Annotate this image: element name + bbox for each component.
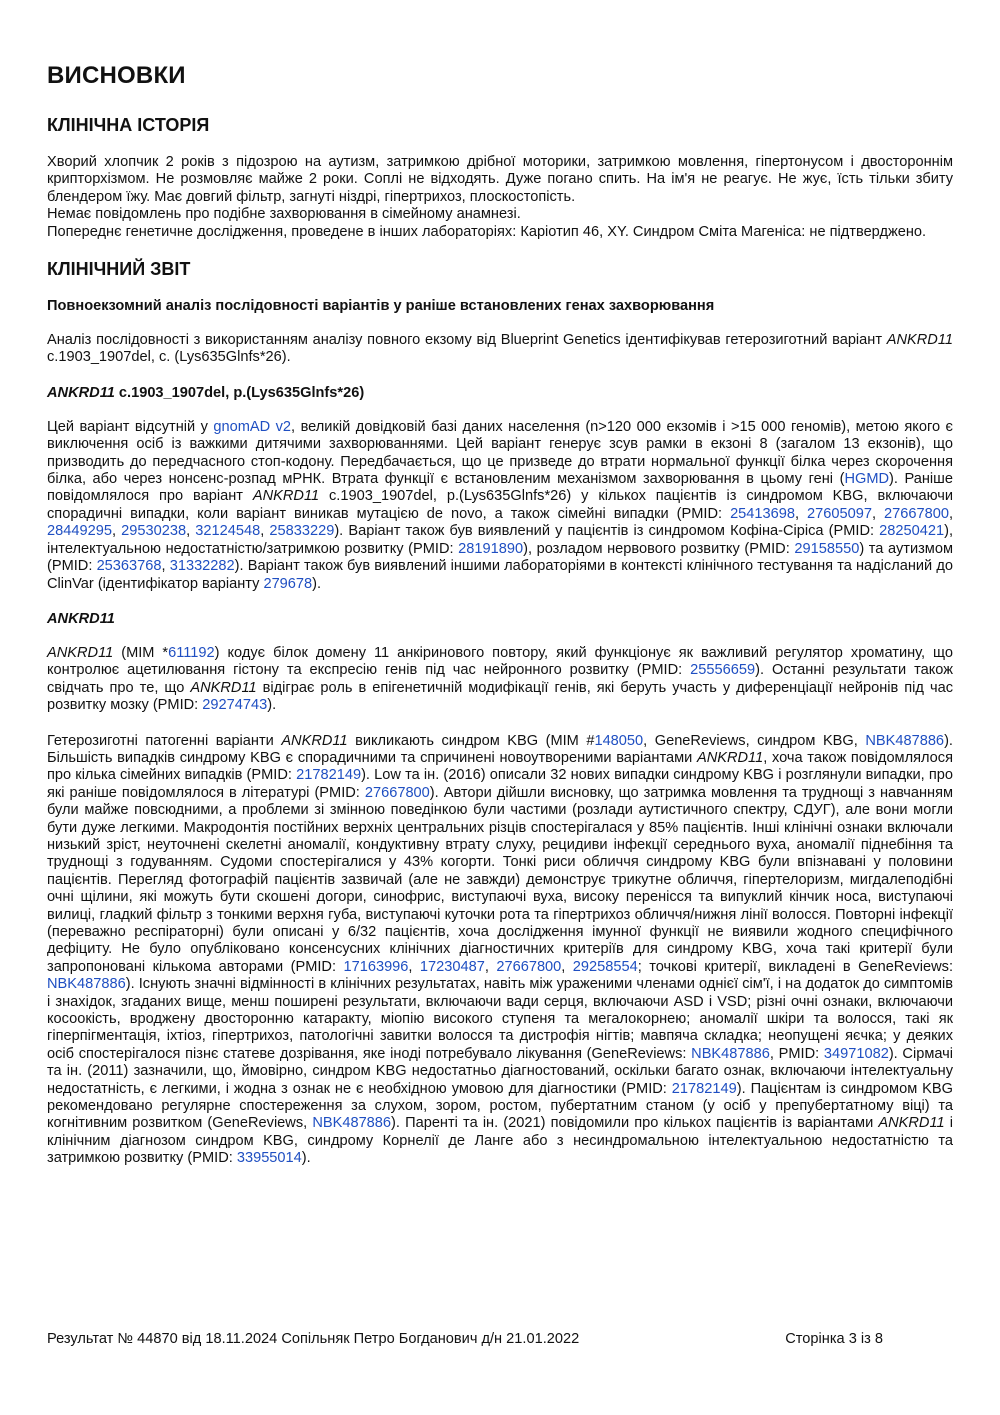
hgmd-link[interactable]: HGMD bbox=[844, 471, 890, 488]
page-footer bbox=[47, 1331, 883, 1347]
pmid-link[interactable]: 25556659 bbox=[690, 662, 756, 679]
clinical-history-heading: КЛІНІЧНА ІСТОРІЯ bbox=[47, 115, 210, 135]
clinvar-link[interactable]: 279678 bbox=[263, 575, 313, 592]
pmid-link[interactable]: 29258554 bbox=[572, 958, 638, 975]
clinical-report-heading: КЛІНІЧНИЙ ЗВІТ bbox=[47, 259, 191, 280]
pmid-link[interactable]: 29530238 bbox=[121, 523, 187, 540]
kbg-syndrome-paragraph: Гетерозиготні патогенні варіанти ANKRD11 викликають синдром KBG (MIM #148050, GeneReviews, синдром KBG, NBK487886). Більшість випадків синдрому KBG є спорадичними та спричинені новоутвореними варіантами ANKRD11, хоча також повідомлялося про кілька сімейних випадків (PMID: 21782149). Low та ін. (2016) описали 32 нових випадки синдрому KBG і розглянули випадки, про які раніше повідомлялося в літературі (PMID: 27667800). Автори дійшли висновку, що затримка мовлення та труднощі з навчанням були майже повсюдними, а проблеми зі змінною поведінкою були частими (розлади аутистичного спектру, СДУГ), але вони могли бути дуже легкими. Макродонтія постійних верхніх центральних різців спостерігалася у 85% пацієнтів. Інші клінічні ознаки включали низький зріст, неуточнені скелетні аномалії, кондуктивну втрату слуху, рецидиви інфекції середнього вуха, аномалії піднебіння та труднощі з годуванням. Судоми спостерігалися у 43% когорти. Тонкі риси обличчя синдрому KBG були впізнавані у половини пацієнтів. Перегляд фотографій пацієнтів зазвичай (але не завжди) демонструє трикутне обличчя, гіпертелоризм, мигдалеподібні очні щілини, які можуть бути скошені догори, синофрис, виступаючі вуха, високу перенісся та випуклий кінчик носа, виступаючі вилиці, гладкий фільтр з тонкими верхня губа, виступаючі куточки рота та гіпертрихоз обличчя/нижня лінії волосся. Повторні інфекції (переважно респіраторні) були описані у 6/32 пацієнтів, хоча дослідження імунної функції не виявили жодного специфічного дефіциту. Не було опубліковано консенсусних клінічних діагностичних критеріїв для синдрому KBG, хоча такі критерії були запропоновані кількома авторами (PMID: 17163996, 17230487, 27667800, 29258554; точкові критерії, викладені в GeneReviews: NBK487886). Існують значні відмінності в клінічних результатах, навіть між ураженими членами однієї сім'ї, і на додаток до симптомів і знахідок, згаданих вище, менш поширені результати, включаючи вади серця, включаючи ASD і VSD; різні очні ознаки, включаючи косоокість, вроджену двосторонню катаракту, міопію високого ступеня та мегалокорнею; аномалії шкіри та волосся, такі як гіперпігментація, іхтіоз, гіпертрихоз, патологічні завитки волосся та дистрофія нігтів; мавпяча складка; неопущені яєчка; у деяких осіб спостерігалося пізнє статеве дозрівання, яке іноді потребувало лікування (GeneReviews: NBK487886, PMID: 34971082). Сірмачі та ін. (2011) зазначили, що, ймовірно, синдром KBG недостатньо діагностований, оскільки багато ознак, включаючи інтелектуальну недостатність, є легкими, і жодна з ознак не є необхідною умовою для діагностики (PMID: 21782149). Пацієнтам із синдромом KBG рекомендовано регулярне спостереження за слухом, зором, ростом, пубертатним станом (у осіб у препубертатному віці) та когнітивним розвитком (GeneReviews, NBK487886). Паренті та ін. (2021) повідомили про кількох пацієнтів із варіантами ANKRD11 і клінічним діагнозом синдром KBG, синдрому Корнелії де Ланге або з несиндромальною інтелектуальною недостатністю та затримкою розвитку (PMID: 33955014). bbox=[47, 732, 954, 1167]
mim-link[interactable]: 611192 bbox=[168, 644, 215, 661]
pmid-link[interactable]: 25413698 bbox=[730, 505, 795, 522]
pmid-link[interactable]: 27667800 bbox=[496, 958, 562, 975]
genereviews-link[interactable]: NBK487886 bbox=[865, 732, 945, 749]
genereviews-link[interactable]: NBK487886 bbox=[691, 1045, 770, 1062]
pmid-link[interactable]: 27667800 bbox=[884, 505, 949, 522]
analysis-subheading: Повноекзомний аналіз послідовності варіантів у раніше встановлених генах захворювання bbox=[47, 298, 715, 315]
pmid-link[interactable]: 25833229 bbox=[269, 523, 335, 540]
pmid-link[interactable]: 21782149 bbox=[671, 1080, 737, 1097]
pmid-link[interactable]: 17163996 bbox=[343, 958, 409, 975]
pmid-link[interactable]: 33955014 bbox=[236, 1150, 302, 1167]
pmid-link[interactable]: 28250421 bbox=[879, 523, 945, 540]
pmid-link[interactable]: 21782149 bbox=[296, 767, 362, 784]
gene-function-paragraph: ANKRD11 (MIM *611192) кодує білок домену 11 анкіринового повтору, який функціонує як важливий регулятор хроматину, що контролює ацетилювання гістону та експресію генів під час нейронного розвитку (PMID: 25556659). Останні результати також свідчать про те, що ANKRD11 відіграє роль в епігенетичній модифікації генів, які беруть участь у диференціації нейронів під час розвитку мозку (PMID: 29274743). bbox=[47, 644, 953, 714]
pmid-link[interactable]: 28449295 bbox=[47, 523, 112, 540]
gnomad-link[interactable]: gnomAD v2 bbox=[213, 418, 292, 435]
family-history-paragraph: Немає повідомлень про подібне захворювання в сімейному анамнезі. bbox=[47, 206, 521, 223]
variant-paragraph: Цей варіант відсутній у gnomAD v2, великій довідковій базі даних населення (n>120 000 екзомів і >15 000 геномів), метою якого є виключення осіб із важкими дитячими захворюваннями. Цей варіант генерує зсув рамки в екзоні 8 (загалом 13 екзонів), що призводить до передчасного стоп-кодону. Передбачається, що це призведе до втрати нормальної функції білка через скорочення білка, або через нонсенс-розпад мРНК. Втрата функції є встановленим механізмом захворювання в цьому гені (HGMD). Раніше повідомлялося про варіант ANKRD11 c.1903_1907del, p.(Lys635Glnfs*26) у кількох пацієнтів із синдромом KBG, включаючи спорадичні випадки, коли варіант виникав мутацією de novo, а також сімейні випадки (PMID: 25413698, 27605097, 27667800, 28449295, 29530238, 32124548, 25833229). Варіант також був виявлений у пацієнтів із синдромом Кофіна-Сіріса (PMID: 28250421), інтелектуальною недостатністю/затримкою розвитку (PMID: 28191890), розладом нервового розвитку (PMID: 29158550) та аутизмом (PMID: 25363768, 31332282). Варіант також був виявлений іншими лабораторіями в контексті клінічного тестування та надісланий до ClinVar (ідентифікатор варіанту 279678). bbox=[47, 418, 954, 592]
prior-testing-paragraph: Попереднє генетичне дослідження, проведене в інших лабораторіях: Каріотип 46, XY. Синдром Сміта Магеніса: не підтверджено. bbox=[47, 223, 927, 240]
pmid-link[interactable]: 27667800 bbox=[364, 784, 430, 801]
pmid-link[interactable]: 34971082 bbox=[823, 1045, 889, 1062]
footer-result-info: Результат № 44870 від 18.11.2024 Сопільняк Петро Богданович д/н 21.01.2022 bbox=[47, 1331, 580, 1347]
pmid-link[interactable]: 25363768 bbox=[96, 558, 162, 575]
mim-link[interactable]: 148050 bbox=[594, 732, 644, 749]
pmid-link[interactable]: 32124548 bbox=[195, 523, 261, 540]
pmid-link[interactable]: 29274743 bbox=[202, 697, 268, 714]
variant-heading: ANKRD11 c.1903_1907del, p.(Lys635Glnfs*26) bbox=[47, 384, 365, 401]
pmid-link[interactable]: 31332282 bbox=[169, 558, 235, 575]
pmid-link[interactable]: 29158550 bbox=[794, 540, 860, 557]
gene-name: ANKRD11 bbox=[886, 332, 953, 349]
genereviews-link[interactable]: NBK487886 bbox=[312, 1115, 392, 1132]
summary-paragraph: Аналіз послідовності з використанням аналізу повного екзому від Blueprint Genetics ідентифікував гетерозиготний варіант ANKRD11 c.1903_1907del, c. (Lys635Glnfs*26). bbox=[47, 332, 953, 366]
pmid-link[interactable]: 17230487 bbox=[419, 958, 485, 975]
pmid-link[interactable]: 28191890 bbox=[458, 540, 524, 557]
document-page bbox=[47, 62, 953, 1168]
pmid-link[interactable]: 27605097 bbox=[807, 505, 872, 522]
gene-heading: ANKRD11 bbox=[47, 610, 115, 627]
page-title: ВИСНОВКИ bbox=[47, 62, 186, 89]
page-number: Сторінка 3 із 8 bbox=[785, 1331, 883, 1347]
genereviews-link[interactable]: NBK487886 bbox=[47, 976, 126, 993]
clinical-history-paragraph: Хворий хлопчик 2 років з підозрою на аутизм, затримкою дрібної моторики, затримкою мовлення, гіпертонусом і двостороннім крипторхізмом. Не розмовляє майже 2 роки. Соплі не відходять. Дуже погано спить. На ім'я не реагує. Не жує, їсть тільки збиту блендером їжу. Має довгий фільтр, загнуті ніздрі, гіпертрихоз, плоскостопість. bbox=[47, 154, 953, 205]
